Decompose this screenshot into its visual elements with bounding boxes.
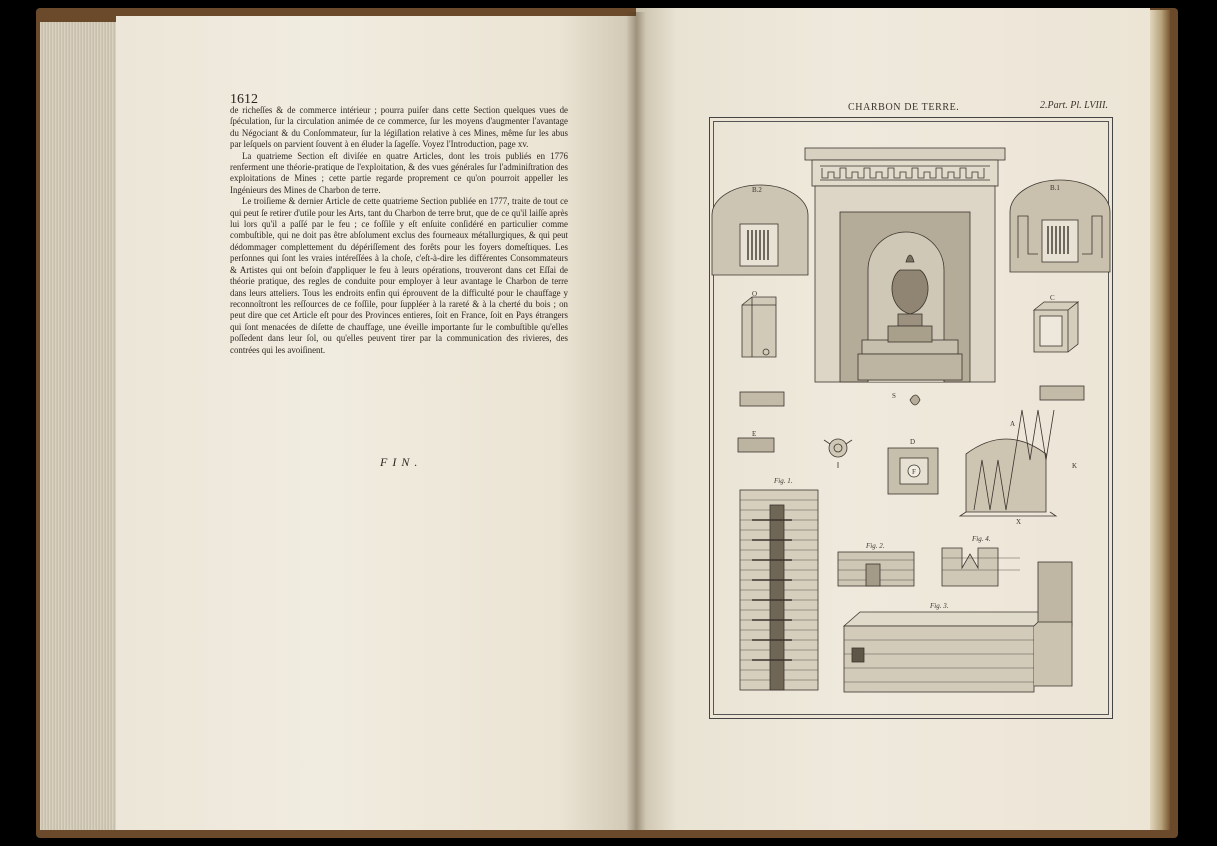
box-o-figure	[742, 297, 776, 357]
plate-reference: 2.Part. Pl. LVIII.	[1040, 100, 1108, 111]
running-head: CHARBON DE TERRE.	[848, 102, 960, 113]
fig2-figure	[838, 552, 914, 586]
paragraph-3: Le troiſieme & dernier Article de cette quatrieme Section publiée en 1777, traite de tout ce qui peut ſe retirer d'utile pour les Arts, tant du Charbon de terre brut, que de ce qu'il laiſſe après lui lors qu'il a paſſé par le feu ; ce foſſile y eſt enſuite conſidéré en particulier comme combuſtible, qui ne doit pas être abſolument exclus des fourneaux métallurgiques, & qui peut dédommager complettement du dépériſſement des forêts pour les foyers domeſtiques. Les perſonnes qui ſont les vraies intéreſſées à la choſe, c'eſt-à-dire les différentes Consommateurs & Artistes qui ont beſoin d'appliquer le feu à leurs opérations, trouveront dans cet Eſſai de théorie pratique, des regles de conduite pour employer à leur avantage le Charbon de terre dans leurs atteliers. Tous les endroits enfin qui éprouvent de la difficulté pour le chauffage y reconnoîtront les reſſources de ce foſſile, pour ſuppléer à la rareté & à la cherté du bois ; on peut dire que cet Article eſt pour des Provinces entieres, ſoit en France, ſoit en Pays étrangers qui ſont menacées de diſette de chauffage, une éveille importante ſur le combuſtible qu'elles poſſedent dans leur ſol, ou qu'elles peuvent tirer par la communication des rivieres, des contrées qui les avoiſinent.	[230, 196, 568, 355]
box-c-figure	[1034, 302, 1078, 352]
fig1-label: Fig. 1.	[774, 477, 793, 485]
label-b2: B.2	[752, 186, 762, 194]
fig1-figure	[740, 490, 818, 690]
bar-e	[738, 438, 774, 452]
paragraph-1: de richeſſes & de commerce intérieur ; pourra puiſer dans cette Section quelques vues de ſpéculation, ſur la circulation animée de ce commerce, ſur les moyens d'augmenter l'avantage du Négociant & du Conſommateur, ſur la légiſlation relative à ces Mines, même ſur les abus par leſquels on parvient ſouvent à en éluder la ſageſſe. Voyez l'Introduction, page xv.	[230, 105, 568, 150]
folded-structure-figure	[960, 410, 1056, 516]
panel-b1-figure	[1010, 180, 1110, 272]
panel-b2-figure	[712, 185, 808, 275]
label-a: A	[1010, 420, 1016, 428]
label-f: F	[912, 468, 916, 476]
label-s: S	[892, 392, 896, 400]
fig4-label: Fig. 4.	[972, 535, 991, 543]
paragraph-2: La quatrieme Section eſt diviſée en quatre Articles, dont les trois publiés en 1776 renferment une théorie-pratique de l'exploitation, & des vues générales ſur l'adminiſtration des exploitations de Mines ; cette partie regarde proprement ce qu'on pourroit appeller les Ingénieurs des Mines de Charbon de terre.	[230, 150, 568, 195]
small-object	[910, 395, 920, 405]
ring-figure	[824, 439, 852, 468]
label-o: O	[752, 290, 758, 298]
fig3-label: Fig. 3.	[930, 602, 949, 610]
label-k: K	[1072, 462, 1078, 470]
fin-mark: FIN.	[380, 455, 423, 469]
bar-left	[740, 392, 784, 406]
fireplace-figure	[805, 148, 1005, 382]
label-b1: B.1	[1050, 184, 1060, 192]
label-e: E	[752, 430, 757, 438]
label-d: D	[910, 438, 916, 446]
fig4-figure	[942, 548, 1020, 586]
page-number: 1612	[230, 92, 258, 107]
label-x: X	[1016, 518, 1022, 526]
label-c: C	[1050, 294, 1055, 302]
fig2-label: Fig. 2.	[866, 542, 885, 550]
bar-right	[1040, 386, 1084, 400]
